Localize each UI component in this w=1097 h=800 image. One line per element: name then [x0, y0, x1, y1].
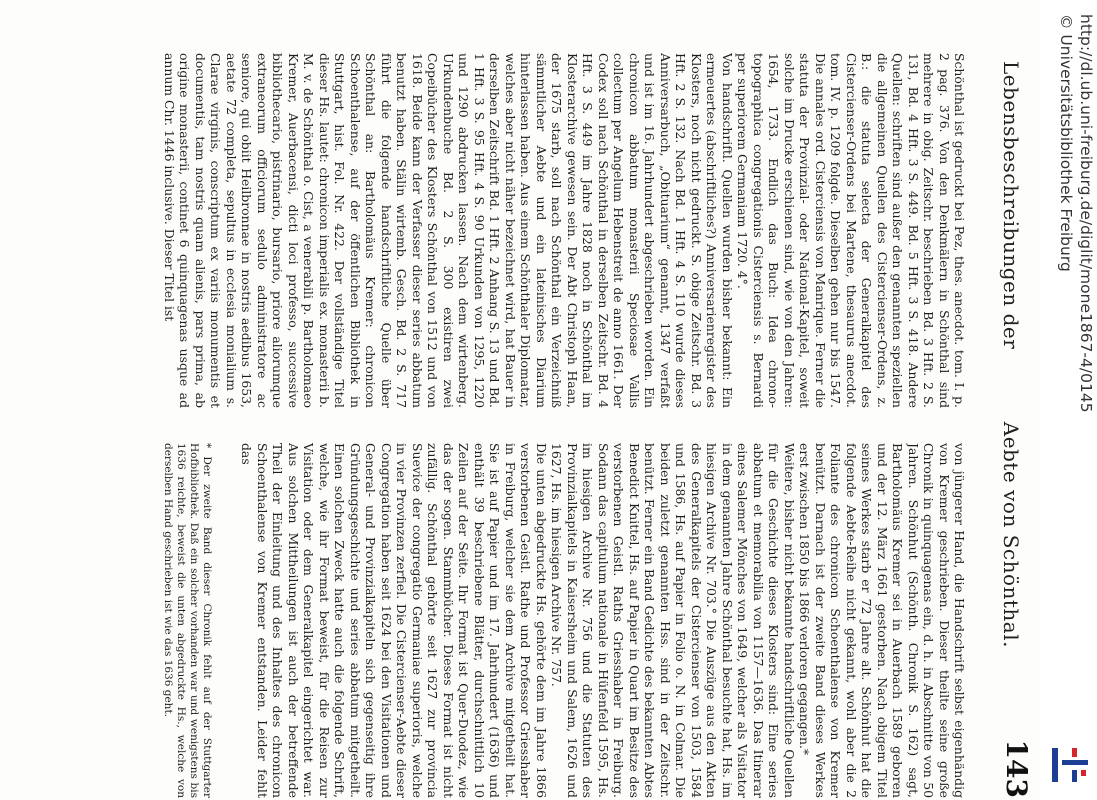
source-url-link[interactable]: http://dl.ub.uni-freiburg.de/diglit/mone1867-4/0145 — [1077, 14, 1095, 413]
header-left-title: Lebensbeschreibungen der — [999, 61, 1023, 350]
copyright-notice: © Universitätsbibliothek Freiburg — [1057, 14, 1075, 272]
footnote: * Der zweite Band dieser Chronik fehlt auf der Stuttgarter Hofbibliothek. Daß ein solcher vorhanden war und wenigstens bis 1636 reichte, beweist die unten abgedruckte Hs., welche von derselben Hand geschrieben ist wie das 1636 geht. — [162, 443, 214, 798]
right-column-text: von jüngerer Hand, die Handschrift selbst eigenhändig von Kremer geschrieben. Dieser theilte seine große Chronik in quinquagenas ein, d. h. in Abschnitte von 50 Jahren. Schönhut (Schönth. Chronik S. 162) sagt, Bartholomäus Kremer sei in Auerbach 1589 geboren und der 12. März 1661 gestorben. Nach obigem Titel seines Werkes starb er 72 Jahre alt. Schönhut hat die folgende Aebte-Reihe nicht gekannt, wohl aber die 2 Foliante des chronicon Schoenthalense von Kremer benützt. Darnach ist der zweite Band dieses Werkes erst zwischen 1850 bis 1866 verloren gegangen.* Weitere, bisher nicht bekannte handschriftliche Quellen für die Geschichte dieses Klosters sind: Eine series abbatum et memorabilia von 1157—1636. Das Itinerar eines Salemer Mönches von 1649, welcher als Visitator in dem genannten Jahre Schönthal besuchte hat, Hs. im hiesigen Archive Nr. 703.° Die Auszüge aus den Akten des Generalkapitels der Cistercienser von 1503, 1584 und 1586, Hs. auf Papier in Folio o. N. in Colmar. Die beiden zuletzt genannten Hss. sind in der Zeitschr. benützt. Ferner ein Band Gedichte des bekannten Abtes Benedict Knittel, Hs. auf Papier in Quart im Besitze des verstorbenen Geistl. Raths Griesshaber in Freiburg. Sodann das capitulum nationale in Hüfenfeld 1595, Hs. im hiesigen Archive Nr. 756 und die Statuten des Provinzialkapitels in Kaisersheim und Salem, 1626 und 1627, Hs. im hiesigen Archive Nr. 757. Die unten abgedruckte Hs. gehörte dem im Jahre 1866 verstorbenen Geistl. Rathe und Professor Griesshaber in Freiburg, welcher sie dem Archive mitgetheilt hat. Sie ist auf Papier und im 17. Jahrhundert (1636) und enthält 39 beschriebene Blätter, durchschnittlich 10 Zeilen auf der Seite. Ihr Format ist Quer-Duodez, wie das der sogen. Stammbücher. Dieses Format ist nicht zufällig. Schönthal gehörte seit 1627 zur provincia Suevice der congregatio Germaniae superioris, welche in vier Provinzen zerfiel. Die Cistercienser-Aebte dieser Congregation haben seit 1624 bei den Visitationen und General- und Provinzialkapiteln sich gegenseitig ihre Gründungsgeschichte und series abbatum mitgetheilt. Einen solchen Zweck hatte auch die folgende Schrift, welche, wie ihr Format beweist, für die Reisen zur Visitation oder dem Generalkapitel eingerichtet war. Aus solchen Mittheilungen ist auch der betreffende Theil der Einleitung und des Inhaltes des chronicon Schoenthalense von Kremer entstanden. Leider fehlt das — [239, 443, 968, 798]
university-library-logo-icon — [1048, 744, 1092, 786]
sidebar-text-copyright — [1045, 14, 1075, 734]
running-header — [991, 53, 1031, 798]
header-right-title: Aebte von Schönthal. — [999, 421, 1023, 648]
text-columns — [103, 53, 983, 798]
right-column — [103, 443, 983, 798]
left-column-text: Schönthal ist gedruckt bei Pez, thes. anecdot. tom. I. p. 2 pag. 376. Von den Denkmälern in Schönthal sind mehrere in obig. Zeitschr. beschrieben Bd. 3 Hft. 2 S. 131, Bd. 4 Hft. 3 S. 449. Bd. 5 Hft. 3 S. 418. Andere Quellen: schriften sind außer den genannten speziellen die allgemeinen Quellen des Cistercienser-Ordens, z. B.: die statuta selecta der Generalkapitel des Cistercienser-Ordens bei Martene, thesaurus anecdot. tom. IV. p. 1209 folgde. Dieselben gehen nur bis 1547. Die annales ord. Cisterciensis von Manrique. Ferner die statuta der Provinzial- oder National-Kapitel, soweit solche im Drucke erschienen sind, wie von den Jahren: 1654, 1733. Endlich das Buch: Idea chrono-topographica congregationis Cisterciensis s. Bernardi per superiorem Germaniam 1720. 4°. Von handschriftl. Quellen wurden bisher bekannt: Ein ermeuertes (abschriftliches?) Anniversarienregister des Klosters, noch nicht gedruckt. S. obige Zeitschr. Bd. 3 Hft. 2 S. 132. Nach Bd. 1 Hft. 4 S. 110 wurde dieses Anniversarbuch, „Obituarium“ genannt, 1347 verfaßt und ist im 16. Jahrhundert abgeschrieben worden. Ein chronicon abbatum monasterii Speciosae Vallis collectum per Angelum Hebenstreit de anno 1661. Der Codex soll nach Schönthal in derselben Zeitschr. Bd. 4 Hft. 3 S. 449 im Jahre 1828 noch in Schönthal im Klosterarchive gewesen sein. Der Abt Christoph Haan, der 1675 starb, soll nach Schönthal ein Verzeichniß sämmtlicher Aebte und ein lateinisches Diarium hinterlassen haben. Aus einem Schönthaler Diplomatar, welches aber nicht näher bezeichnet wird, hat Bauer in derselben Zeitschrift Bd. 1 Hft. 2 Anhang S. 13 und Bd. 1 Hft. 3 S. 95 Hft. 4 S. 90 Urkunden von 1295, 1220 und 1290 abdrucken lassen. Nach dem wirtenberg. Urkundenbuche Bd. 2 S. 300 existiren zwei Copeibücher des Klosters Schönthal von 1512 und von 1618. Beide kann der Verfasser dieser series abbatum benutzt haben. Stälin wirtemb. Gesch. Bd. 2 S. 717 führt die folgende handschriftliche Quelle über Schönthal an: Bartholomäus Kremer: chronicon Schoenthalense, auf der öffentlichen Bibliothek in Stuttgart, hist. Fol. Nr. 422. Der vollständige Titel dieser Hs. lautet: chronicon imperialis ex. monasterii b. M. v. de Schönthal o. Cist, a venerabili p. Bartholomaeo Kremer, Auerbacensi, dicti loci professo, successive bibliothecario, pistrinario, bursario, priore aliorumque extraneorum officiorum sedulo administratore ac seniore, qui obiit Heilbronnae in nostris aedibus 1653, aetate 72 completa, sepultus in ecclesia monialium s. Clarae virginis, conscriptum ex variis monumentis et documentis, tam nostris quam alienis, pars prima, ab origine monasterii, continet 6 quinquagenas usque ad annum Chr. 1446 inclusive. Dieser Titel ist — [162, 53, 968, 408]
page-number: 143 — [1000, 739, 1033, 798]
left-column — [103, 53, 983, 408]
rotated-page-content — [101, 53, 1031, 798]
